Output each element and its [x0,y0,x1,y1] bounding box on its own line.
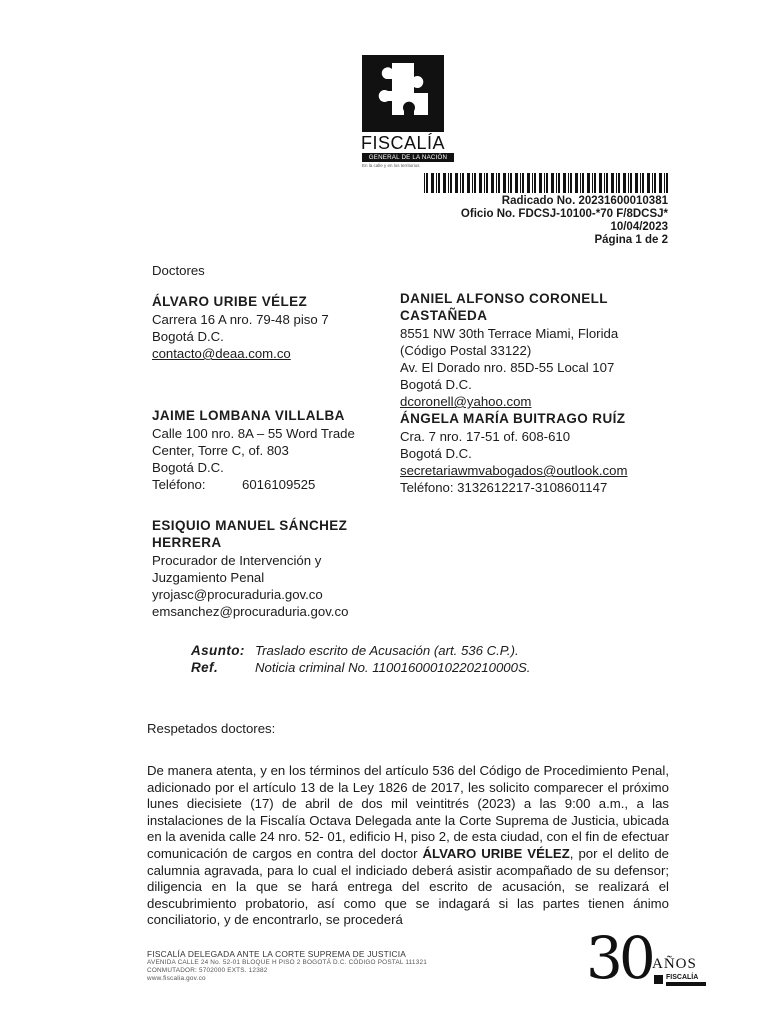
recipient-address: Calle 100 nro. 8A – 55 Word Trade [152,426,355,441]
barcode-bar [628,173,629,193]
barcode-bar [563,173,566,193]
barcode-bar [438,173,440,193]
recipient-city: Bogotá D.C. [400,377,472,392]
footer-office: FISCALÍA DELEGADA ANTE LA CORTE SUPREMA DE JUSTICIA [147,949,407,959]
recipient-address: 8551 NW 30th Terrace Miami, Florida [400,326,619,341]
recipient-address-2: Av. El Dorado nro. 85D-55 Local 107 [400,360,615,375]
recipient-email[interactable]: contacto@deaa.com.co [152,346,291,361]
body-text-part2: , por el delito de calumnia agravada, para lo cual el indiciado deberá asistir acompañado de su defensor; diligencia en la que se hará entrega del escrito de acusación, se realizará el descubrimiento probatorio, así como que se indagará si las partes tienen ánimo conciliatorio, y de encontrarlo, se procederá [147,845,669,928]
barcode-bar [467,173,470,193]
small-logo-icon [654,975,663,984]
greeting: Respetados doctores: [147,721,276,736]
barcode-bar [508,173,509,193]
barcode-bar [450,173,452,193]
salutation-title: Doctores [152,263,205,278]
recipient-name-cont: CASTAÑEDA [400,308,488,323]
barcode-bar [424,173,425,193]
barcode-bar [570,173,572,193]
recipient-name: ESIQUIO MANUEL SÁNCHEZ [152,518,348,533]
asunto-label: Asunto: [191,643,245,658]
radicado-number: Radicado No. 20231600010381 [501,195,668,207]
barcode-bar [479,173,482,193]
barcode-bar [491,173,494,193]
footer-website[interactable]: www.fiscalia.gov.co [147,975,206,982]
recipient-name: ÁLVARO URIBE VÉLEZ [152,294,308,309]
ref-text: Noticia criminal No. 11001600010220210000S. [255,660,531,675]
phone-label: Teléfono: [152,477,206,492]
recipient-coronell [400,290,618,410]
footer-address-line: AVENIDA CALLE 24 No. 52-01 BLOQUE H PISO 2 BOGOTÁ D.C. CÓDIGO POSTAL 111321 [147,959,427,966]
barcode-bar [558,173,560,193]
barcode-bar [635,173,638,193]
small-logo-word: FISCALÍA [666,974,699,981]
barcode-bar [659,173,662,193]
recipient-city: Bogotá D.C. [152,460,224,475]
barcode-bar [474,173,476,193]
barcode-bar [431,173,434,193]
recipient-email[interactable]: secretariawmvabogados@outlook.com [400,463,628,478]
asunto-text: Traslado escrito de Acusación (art. 536 C.P.). [255,643,519,658]
recipient-lombana [152,407,355,493]
body-bold-name: ÁLVARO URIBE VÉLEZ [422,845,570,861]
barcode-bar [580,173,581,193]
barcode-bar [652,173,653,193]
barcode-bar [546,173,548,193]
barcode-bar [642,173,644,193]
phone-number: 6016109525 [242,477,316,492]
recipient-city: Bogotá D.C. [400,446,472,461]
document-date: 10/04/2023 [610,221,668,233]
body-text-part1: De manera atenta, y en los términos del artículo 536 del Código de Procedimiento Penal, adicionado por el artículo 13 de la Ley 1826 de 2017, les solicito comparecer el próximo lunes diecisiete (17) de abril de dos mil veintitrés (2023) a las 9:00 a.m., a las instalaciones de la Fiscalía Octava Delegada ante la Corte Suprema de Justicia, ubicada en la avenida calle 24 nro. 52- 01, edificio H, piso 2, de esta ciudad, con el fin de efectuar comunicación de cargos en contra del doctor [147,763,669,861]
barcode-bar [582,173,584,193]
barcode-bar [460,173,461,193]
barcode-bar [534,173,536,193]
page-indicator: Página 1 de 2 [594,234,668,246]
recipient-email[interactable]: dcoronell@yahoo.com [400,394,532,409]
barcode-bar [455,173,458,193]
puzzle-piece-icon [362,55,444,132]
recipient-city: Bogotá D.C. [152,329,224,344]
barcode-bar [616,173,617,193]
recipient-address: Carrera 16 A nro. 79-48 piso 7 [152,312,329,327]
recipient-address: Cra. 7 nro. 17-51 of. 608-610 [400,429,571,444]
barcode-bar [539,173,542,193]
barcode-bar [544,173,545,193]
barcode-bar [448,173,449,193]
recipient-phone: Teléfono: 3132612217-3108601147 [400,480,608,495]
body-paragraph [147,763,669,929]
barcode-bar [623,173,626,193]
barcode-bar [594,173,596,193]
barcode-bar [592,173,593,193]
barcode-bar [472,173,473,193]
logo-wordmark: FISCALÍA [361,133,446,153]
barcode-bar [532,173,533,193]
barcode-bar [647,173,650,193]
barcode-bar [503,173,506,193]
barcode-bar [462,173,464,193]
footer-phone-line: CONMUTADOR: 5702000 EXTS. 12382 [147,967,268,974]
barcode-bar [587,173,590,193]
barcode-bar [640,173,641,193]
recipient-sanchez [152,517,348,620]
recipient-name: ÁNGELA MARÍA BUITRAGO RUÍZ [400,411,626,426]
footer-address [147,950,427,983]
small-logo-band [666,982,706,986]
barcode-bar [654,173,656,193]
recipient-uribe [152,293,329,362]
barcode-bar [599,173,602,193]
barcode-bar [515,173,518,193]
barcode-bar [664,173,665,193]
recipient-role-cont: Juzgamiento Penal [152,570,265,585]
barcode-bar [522,173,524,193]
barcode-bar [510,173,512,193]
barcode-bar [486,173,488,193]
barcode-bar [630,173,632,193]
recipient-email-2[interactable]: emsanchez@procuraduria.gov.co [152,604,349,619]
recipient-name-cont: HERRERA [152,535,222,550]
barcode-bar [551,173,554,193]
barcode-bar [484,173,485,193]
oficio-number: Oficio No. FDCSJ-10100-*70 F/8DCSJ* [460,208,668,220]
recipient-name: DANIEL ALFONSO CORONELL [400,291,608,306]
barcode-bar [618,173,620,193]
barcode-bar [575,173,578,193]
barcode-bar [527,173,530,193]
recipient-address-2: Center, Torre C, of. 803 [152,443,289,458]
subject-block [191,642,530,676]
barcode-bar [443,173,446,193]
fiscalia-logo [362,55,444,132]
ref-label: Ref. [191,660,219,675]
logo-band: GENERAL DE LA NACIÓN [362,153,454,162]
barcode-bar [498,173,500,193]
anniversary-number: 30 [586,924,652,992]
recipient-email[interactable]: yrojasc@procuraduria.gov.co [152,587,323,602]
barcode-bar [556,173,557,193]
barcode-bar [436,173,437,193]
barcode-bar [604,173,605,193]
barcode-bar [426,173,428,193]
recipient-postal: (Código Postal 33122) [400,343,532,358]
barcode-bar [606,173,608,193]
barcode-bar [520,173,521,193]
barcode-bar [611,173,614,193]
barcode-bar [568,173,569,193]
recipient-phone-row [152,476,355,493]
barcode-bar [496,173,497,193]
recipient-buitrago [400,410,627,496]
recipient-name: JAIME LOMBANA VILLALBA [152,408,345,423]
anniversary-word: AÑOS [652,956,697,972]
barcode-bar [666,173,668,193]
barcode [424,173,670,193]
logo-tagline: En la calle y en los territorios [362,163,420,168]
recipient-role: Procurador de Intervención y [152,553,322,568]
